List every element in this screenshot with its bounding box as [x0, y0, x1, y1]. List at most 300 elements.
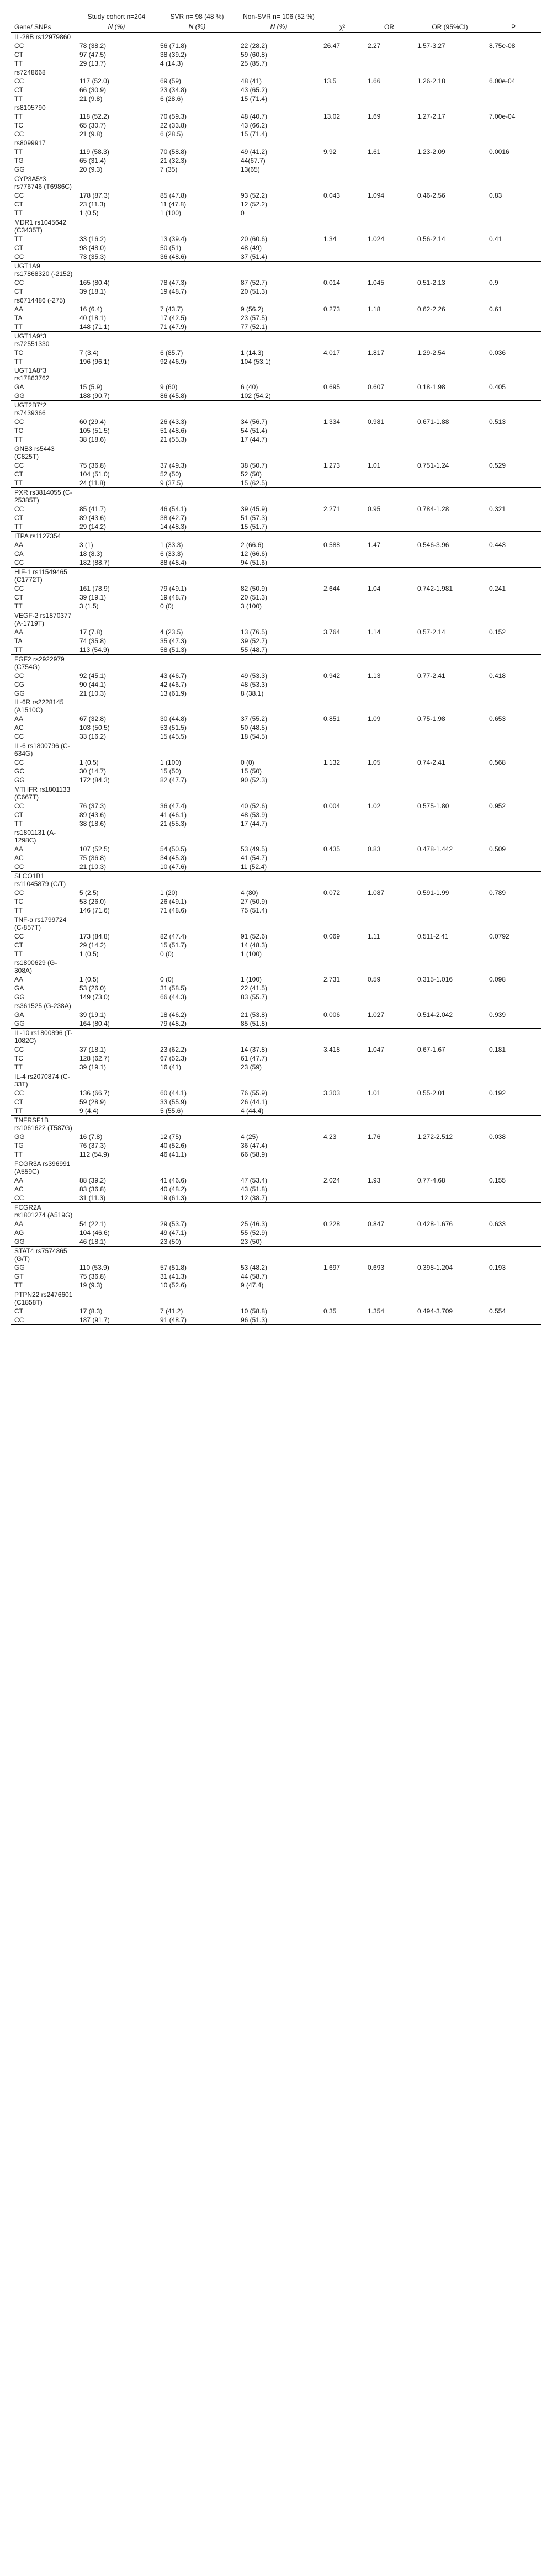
chi-square-cell: 0.072 — [323, 889, 341, 897]
study-cohort-cell: 83 (36.8) — [79, 1185, 107, 1193]
study-cohort-cell: 85 (41.7) — [79, 505, 107, 513]
svr-cell: 1 (100) — [160, 759, 182, 766]
svr-cell: 82 (47.7) — [157, 776, 237, 785]
or-cell — [364, 593, 414, 602]
non-svr-cell: 37 (55.2) — [241, 715, 268, 723]
genotype-cell: TT — [11, 1063, 76, 1072]
non-svr-cell — [237, 1159, 320, 1176]
non-svr-cell — [237, 444, 320, 462]
genotype-cell: GA — [14, 984, 24, 992]
study-cohort-cell: 53 (26.0) — [79, 984, 107, 992]
or-ci-cell — [414, 488, 486, 505]
p-value-cell — [486, 1001, 541, 1010]
or-cell: 1.024 — [368, 235, 385, 243]
non-svr-cell: 34 (56.7) — [241, 418, 268, 426]
genotype-cell: CC — [14, 1046, 24, 1053]
or-cell — [364, 1185, 414, 1194]
genotype-cell: TG — [14, 157, 24, 165]
genotype-row — [11, 252, 541, 262]
genotype-row — [11, 1237, 541, 1247]
chi-square-cell — [320, 156, 364, 165]
study-cohort-cell: 21 (9.8) — [79, 130, 103, 138]
study-cohort-cell: 88 (39.2) — [79, 1176, 107, 1184]
or-cell — [364, 767, 414, 776]
or-ci-cell — [414, 993, 486, 1001]
study-cohort-cell: 188 (90.7) — [76, 391, 157, 401]
genotype-cell: CC — [14, 672, 24, 680]
genotype-row — [11, 314, 541, 322]
or-ci-cell: 0.77-2.41 — [417, 672, 445, 680]
or-cell — [364, 1063, 414, 1072]
non-svr-cell: 75 (51.4) — [237, 906, 320, 915]
non-svr-cell: 85 (51.8) — [237, 1019, 320, 1029]
svr-cell: 23 (34.8) — [160, 86, 187, 94]
or-ci-cell — [414, 611, 486, 628]
chi-square-cell — [320, 862, 364, 872]
svr-cell — [157, 1159, 237, 1176]
non-svr-cell: 13(65) — [237, 165, 320, 174]
non-svr-cell: 0 (0) — [241, 759, 254, 766]
genotype-row — [11, 513, 541, 522]
genotype-cell: SLCO1B1 rs11045879 (C/T) — [14, 872, 66, 888]
or-cell — [364, 1203, 414, 1220]
or-cell — [364, 568, 414, 585]
or-cell — [364, 86, 414, 94]
or-cell: 1.087 — [368, 889, 385, 897]
chi-square-cell: 13.5 — [323, 77, 337, 85]
p-value-cell — [486, 549, 541, 558]
svr-cell: 40 (52.6) — [160, 1142, 187, 1149]
svr-cell: 11 (47.8) — [160, 200, 187, 208]
chi-square-cell: 2.024 — [323, 1176, 341, 1184]
or-ci-cell — [414, 1272, 486, 1281]
p-value-cell: 0.789 — [489, 889, 506, 897]
or-cell: 1.01 — [368, 1089, 381, 1097]
chi-square-cell — [320, 287, 364, 296]
non-svr-cell: 26 (44.1) — [241, 1098, 268, 1106]
study-cohort-cell: 18 (8.3) — [79, 550, 103, 558]
or-cell: 0.59 — [368, 976, 381, 983]
or-ci-cell — [414, 950, 486, 958]
non-svr-cell: 12 (66.6) — [241, 550, 268, 558]
or-ci-cell — [414, 296, 486, 305]
genotype-cell: ITPA rs1127354 — [14, 532, 61, 540]
chi-square-cell: 2.731 — [323, 976, 341, 983]
or-cell — [364, 558, 414, 568]
p-value-cell — [486, 611, 541, 628]
or-cell — [364, 915, 414, 932]
chi-square-cell — [320, 549, 364, 558]
non-svr-cell: 9 (56.2) — [241, 305, 264, 313]
svr-cell: 91 (48.7) — [157, 1316, 237, 1325]
or-ci-cell: 0.57-2.14 — [417, 628, 445, 636]
or-cell — [364, 357, 414, 366]
non-svr-cell: 0 — [237, 209, 320, 218]
study-cohort-cell: 182 (88.7) — [76, 558, 157, 568]
chi-square-cell: 2.271 — [323, 505, 341, 513]
chi-square-cell — [320, 86, 364, 94]
genotype-cell: TC — [14, 349, 23, 357]
genotype-cell: CC — [14, 932, 24, 940]
genotype-row — [11, 941, 541, 950]
or-cell: 1.047 — [368, 1046, 385, 1053]
study-cohort-cell: 76 (37.3) — [79, 802, 107, 810]
chi-square-cell — [320, 819, 364, 828]
genotype-cell: TT — [14, 950, 23, 958]
svr-cell: 54 (50.5) — [160, 845, 187, 853]
non-svr-cell — [237, 785, 320, 802]
study-cohort-cell — [76, 611, 157, 628]
snp-label-row — [11, 1290, 541, 1307]
p-value-cell — [486, 819, 541, 828]
study-cohort-cell: 65 (30.7) — [79, 121, 107, 129]
or-cell — [364, 139, 414, 147]
or-cell — [364, 776, 414, 785]
study-cohort-cell: 146 (71.6) — [76, 906, 157, 915]
or-ci-cell — [414, 1054, 486, 1063]
chi-square-cell — [320, 165, 364, 174]
non-svr-cell: 49 (41.2) — [241, 148, 268, 156]
svr-cell: 10 (47.6) — [157, 862, 237, 872]
chi-square-cell — [320, 741, 364, 759]
svr-cell: 82 (47.4) — [160, 932, 187, 940]
svr-cell: 66 (44.3) — [160, 993, 187, 1001]
genotype-row — [11, 888, 541, 897]
non-svr-cell: 39 (45.9) — [241, 505, 268, 513]
p-value-cell — [486, 1072, 541, 1089]
study-cohort-cell: 1 (0.5) — [76, 209, 157, 218]
genotype-row — [11, 235, 541, 243]
svr-cell: 0 (0) — [157, 602, 237, 611]
or-ci-cell: 0.56-2.14 — [417, 235, 445, 243]
p-value-cell — [486, 723, 541, 732]
snp-label-row — [11, 332, 541, 349]
or-ci-cell — [414, 819, 486, 828]
or-ci-cell — [414, 174, 486, 192]
or-cell: 0.83 — [368, 845, 381, 853]
genotype-row — [11, 121, 541, 130]
genotype-cell: CC — [14, 77, 24, 85]
genotype-row — [11, 767, 541, 776]
svr-cell — [157, 1072, 237, 1089]
or-ci-cell — [414, 59, 486, 68]
or-cell — [364, 958, 414, 975]
chi-square-cell: 3.418 — [323, 1046, 341, 1053]
svr-cell: 7 (35) — [157, 165, 237, 174]
genotype-cell: TT — [11, 435, 76, 444]
snp-label-row — [11, 1159, 541, 1176]
genotype-cell: CC — [11, 732, 76, 741]
non-svr-cell — [237, 296, 320, 305]
svr-cell: 23 (62.2) — [160, 1046, 187, 1053]
genotype-cell: CC — [11, 1316, 76, 1325]
snp-label-row — [11, 1001, 541, 1010]
genotype-row — [11, 897, 541, 906]
study-cohort-cell: 40 (18.1) — [79, 314, 107, 322]
or-cell — [364, 1001, 414, 1010]
chi-square-cell — [320, 984, 364, 993]
non-svr-cell — [237, 1203, 320, 1220]
svr-cell: 37 (49.3) — [160, 462, 187, 469]
genotype-row — [11, 77, 541, 86]
chi-square-cell — [320, 139, 364, 147]
genotype-row — [11, 348, 541, 357]
svr-cell: 6 (28.6) — [160, 95, 183, 103]
non-svr-cell: 94 (51.6) — [237, 558, 320, 568]
svr-cell: 12 (75) — [160, 1133, 182, 1141]
or-cell: 1.76 — [368, 1133, 381, 1141]
study-cohort-cell — [76, 828, 157, 845]
p-value-cell — [486, 532, 541, 541]
snp-label-row — [11, 174, 541, 192]
genotype-cell: TNFRSF1B rs1061622 (T587G) — [14, 1116, 72, 1132]
chi-square-cell: 1.273 — [323, 462, 341, 469]
or-ci-cell: 0.671-1.88 — [417, 418, 449, 426]
genotype-row — [11, 1089, 541, 1098]
svr-cell: 9 (60) — [160, 383, 178, 391]
or-cell — [364, 1281, 414, 1290]
genotype-cell: GT — [14, 1273, 24, 1280]
study-cohort-cell: 15 (5.9) — [79, 383, 103, 391]
or-cell — [364, 637, 414, 645]
svr-cell — [157, 958, 237, 975]
svr-cell — [157, 1029, 237, 1046]
p-value-cell — [486, 993, 541, 1001]
p-value-cell — [486, 156, 541, 165]
chi-square-cell — [320, 209, 364, 218]
or-cell — [364, 698, 414, 714]
or-cell — [364, 941, 414, 950]
snp-label-row — [11, 532, 541, 541]
genotype-row — [11, 1263, 541, 1272]
chi-square-cell — [320, 470, 364, 479]
or-ci-cell — [414, 314, 486, 322]
genotype-row — [11, 1220, 541, 1228]
study-cohort-cell: 54 (22.1) — [79, 1220, 107, 1228]
chi-square-cell — [320, 513, 364, 522]
genotype-row — [11, 558, 541, 568]
genotype-row — [11, 776, 541, 785]
or-ci-cell — [414, 103, 486, 112]
or-ci-cell — [414, 1228, 486, 1237]
svr-cell: 26 (43.3) — [160, 418, 187, 426]
non-svr-cell — [237, 568, 320, 585]
genotype-cell: CC — [11, 252, 76, 262]
svr-cell — [157, 262, 237, 279]
genotype-cell: HIF-1 rs11549465 (C1772T) — [14, 568, 67, 584]
p-value-cell — [486, 1316, 541, 1325]
study-cohort-cell: 17 (8.3) — [79, 1307, 103, 1315]
svr-cell: 10 (52.6) — [157, 1281, 237, 1290]
or-ci-cell — [414, 1141, 486, 1150]
chi-square-cell — [320, 522, 364, 532]
or-ci-cell — [414, 156, 486, 165]
svr-cell: 29 (53.7) — [160, 1220, 187, 1228]
or-ci-cell: 0.315-1.016 — [417, 976, 453, 983]
genotype-row — [11, 287, 541, 296]
or-ci-cell — [414, 810, 486, 819]
or-ci-cell — [414, 94, 486, 103]
p-value-cell: 0.405 — [489, 383, 506, 391]
non-svr-cell: 51 (57.3) — [241, 514, 268, 522]
p-value-cell: 0.952 — [489, 802, 506, 810]
genotype-cell: TT — [11, 906, 76, 915]
svr-cell: 34 (45.3) — [160, 854, 187, 862]
genotype-row — [11, 86, 541, 94]
or-ci-cell — [414, 165, 486, 174]
genotype-cell: CT — [14, 1098, 23, 1106]
genotype-cell: STAT4 rs7574865 (G/T) — [14, 1247, 67, 1263]
genotype-cell: GA — [14, 383, 24, 391]
non-svr-cell: 55 (48.7) — [237, 645, 320, 655]
chi-square-cell — [320, 1194, 364, 1203]
non-svr-cell: 48 (49) — [241, 244, 262, 252]
study-cohort-cell: 104 (46.6) — [79, 1229, 110, 1237]
svr-cell: 78 (47.3) — [160, 279, 187, 287]
non-svr-cell: 37 (51.4) — [237, 252, 320, 262]
snp-label-row — [11, 1247, 541, 1264]
chi-square-cell: 0.014 — [323, 279, 341, 287]
or-cell — [364, 50, 414, 59]
svr-cell: 7 (43.7) — [160, 305, 183, 313]
or-cell — [364, 611, 414, 628]
chi-square-cell: 26.47 — [323, 42, 341, 50]
svr-cell: 7 (41.2) — [160, 1307, 183, 1315]
svr-cell: 57 (51.8) — [160, 1264, 187, 1271]
or-cell — [364, 332, 414, 349]
or-ci-cell — [414, 645, 486, 655]
snp-label-row — [11, 828, 541, 845]
or-cell — [364, 655, 414, 672]
study-cohort-cell — [76, 698, 157, 714]
or-cell — [364, 1054, 414, 1063]
genotype-cell: CC — [11, 862, 76, 872]
p-value-cell — [486, 513, 541, 522]
non-svr-cell — [237, 103, 320, 112]
snp-label-row — [11, 1029, 541, 1046]
genotype-row — [11, 845, 541, 854]
p-value-cell — [486, 332, 541, 349]
svr-cell: 79 (49.1) — [160, 585, 187, 592]
p-value-cell: 6.00e-04 — [489, 77, 516, 85]
chi-square-cell — [320, 357, 364, 366]
genotype-cell: CYP3A5*3 rs776746 (T6986C) — [14, 175, 72, 190]
genotype-row — [11, 165, 541, 174]
non-svr-cell: 59 (60.8) — [241, 51, 268, 59]
non-svr-cell — [237, 655, 320, 672]
snp-label-row — [11, 488, 541, 505]
study-cohort-cell: 3 (1.5) — [76, 602, 157, 611]
p-value-cell — [486, 357, 541, 366]
study-cohort-cell: 23 (11.3) — [79, 200, 106, 208]
genotype-row — [11, 156, 541, 165]
genotype-row — [11, 932, 541, 941]
or-ci-cell — [414, 568, 486, 585]
genotype-row — [11, 417, 541, 426]
genotype-row — [11, 854, 541, 862]
study-cohort-cell: 119 (58.3) — [79, 148, 109, 156]
study-cohort-cell — [76, 532, 157, 541]
genotype-row — [11, 810, 541, 819]
p-value-cell — [486, 741, 541, 759]
non-svr-cell: 41 (54.7) — [241, 854, 268, 862]
study-cohort-cell: 7 (3.4) — [79, 349, 99, 357]
p-value-cell — [486, 776, 541, 785]
genotype-cell: MDR1 rs1045642 (C3435T) — [14, 219, 67, 234]
genotype-cell: rs8105790 — [14, 104, 46, 112]
or-cell — [364, 862, 414, 872]
genotype-row — [11, 993, 541, 1001]
or-cell — [364, 1159, 414, 1176]
study-cohort-cell — [76, 444, 157, 462]
or-cell — [364, 426, 414, 435]
study-cohort-cell — [76, 785, 157, 802]
chi-square-cell — [320, 689, 364, 698]
col-header-or: OR — [364, 10, 414, 33]
svr-cell: 14 (48.3) — [157, 522, 237, 532]
or-ci-cell — [414, 1203, 486, 1220]
genotype-cell: AA — [14, 1220, 24, 1228]
chi-square-cell — [320, 698, 364, 714]
genotype-cell: TT — [14, 113, 23, 120]
snp-label-row — [11, 366, 541, 383]
study-cohort-cell — [76, 68, 157, 77]
or-ci-cell — [414, 444, 486, 462]
chi-square-cell — [320, 680, 364, 689]
non-svr-cell: 22 (41.5) — [241, 984, 268, 992]
chi-square-cell — [320, 645, 364, 655]
or-ci-cell — [414, 470, 486, 479]
study-cohort-cell: 92 (45.1) — [79, 672, 107, 680]
or-cell — [364, 1019, 414, 1029]
non-svr-cell — [237, 33, 320, 42]
chi-square-cell — [320, 479, 364, 488]
genotype-cell: CG — [14, 681, 24, 688]
chi-square-cell: 2.644 — [323, 585, 341, 592]
study-cohort-cell — [76, 488, 157, 505]
genotype-row — [11, 602, 541, 611]
p-value-cell — [486, 401, 541, 418]
svr-cell: 33 (55.9) — [160, 1098, 187, 1106]
p-value-cell — [486, 645, 541, 655]
study-cohort-cell: 29 (13.7) — [79, 60, 107, 67]
or-ci-cell — [414, 322, 486, 332]
study-cohort-cell: 73 (35.3) — [76, 252, 157, 262]
genotype-row — [11, 950, 541, 958]
svr-cell — [157, 218, 237, 235]
or-cell — [364, 810, 414, 819]
study-cohort-cell: 46 (18.1) — [76, 1237, 157, 1247]
chi-square-cell — [320, 1098, 364, 1106]
p-value-cell — [486, 1185, 541, 1194]
or-cell — [364, 287, 414, 296]
svr-cell: 46 (54.1) — [160, 505, 187, 513]
p-value-cell — [486, 322, 541, 332]
non-svr-cell: 48 (40.7) — [241, 113, 268, 120]
study-cohort-cell: 39 (19.1) — [76, 1063, 157, 1072]
genotype-row — [11, 628, 541, 637]
non-svr-cell — [237, 366, 320, 383]
or-ci-cell — [414, 401, 486, 418]
chi-square-cell — [320, 854, 364, 862]
p-value-cell: 0.0016 — [489, 148, 509, 156]
p-value-cell — [486, 287, 541, 296]
non-svr-cell — [237, 1247, 320, 1264]
genotype-row — [11, 723, 541, 732]
or-cell — [364, 1098, 414, 1106]
chi-square-cell — [320, 906, 364, 915]
chi-square-cell — [320, 637, 364, 645]
